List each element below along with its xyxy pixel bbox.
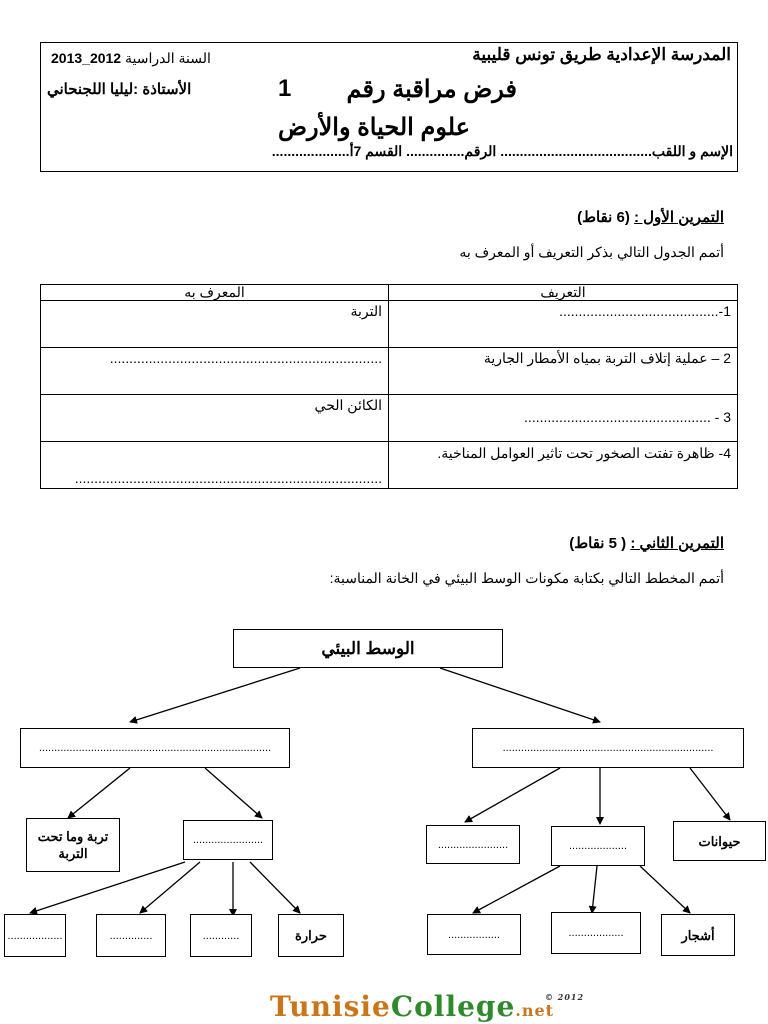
exam-number: 1	[278, 75, 292, 102]
exercise2-title: التمرين الثاني :	[630, 535, 724, 552]
exercise1-points: (6 نقاط)	[577, 209, 630, 226]
exam-title: فرض مراقبة رقم	[346, 76, 517, 103]
right-mid-box-2[interactable]: ...................	[551, 826, 645, 866]
term-cell[interactable]: ...............................................................................	[41, 442, 389, 489]
school-name: المدرسة الإعدادية طريق تونس قليبية	[472, 45, 731, 64]
col-definition: التعريف	[389, 285, 738, 301]
arrow	[68, 768, 130, 818]
arrow	[440, 668, 600, 722]
arrow	[592, 866, 597, 913]
definition-cell: 4- ظاهرة تفتت الصخور تحت تاثير العوامل المناخية.	[389, 442, 738, 489]
arrow	[140, 862, 200, 913]
arrow	[205, 768, 262, 818]
left-mid-box[interactable]: .......................	[183, 820, 273, 860]
exercise1-instruction: أتمم الجدول التالي بذكر التعريف أو المعرف به	[459, 244, 724, 260]
arrow	[250, 862, 300, 913]
logo-text-1: Tunisie	[270, 990, 391, 1023]
right-branch-box[interactable]: .....................................................................	[472, 728, 744, 768]
arrow	[130, 668, 300, 722]
heat-box: حرارة	[278, 914, 344, 957]
arrow	[465, 768, 560, 822]
arrow	[690, 768, 730, 820]
logo-year: © 2012	[545, 992, 585, 1002]
year-value: 2012_2013	[51, 50, 122, 66]
left-branch-box[interactable]: ............................................................................	[20, 728, 290, 768]
exercise1-title: التمرين الأول :	[634, 209, 724, 226]
site-logo	[270, 990, 585, 1023]
definition-cell: 2 – عملية إتلاف التربة بمياه الأمطار الجارية	[389, 348, 738, 395]
arrow	[473, 866, 560, 913]
term-cell: الكائن الحي	[41, 395, 389, 442]
logo-text-2: College	[390, 990, 516, 1023]
definition-cell[interactable]: 1-.........................................	[389, 301, 738, 348]
animals-box: حيوانات	[673, 821, 766, 861]
term-cell[interactable]: ......................................................................	[41, 348, 389, 395]
subject-title: علوم الحياة والأرض	[277, 114, 470, 141]
teacher-name: الأستاذة :ليليا اللجنحاني	[47, 81, 192, 98]
right-leaf-box-1[interactable]: .................	[427, 914, 521, 955]
exercise2-instruction: أتمم المخطط التالي بكتابة مكونات الوسط البيئي في الخانة المناسبة:	[329, 570, 724, 586]
exercise2-points: ( 5 نقاط)	[569, 535, 627, 552]
definition-cell[interactable]: 3 - ................................................	[389, 395, 738, 442]
trees-box: أشجار	[661, 914, 735, 956]
right-leaf-box-2[interactable]: ..................	[551, 912, 641, 954]
left-leaf-box-2[interactable]: ..............	[96, 914, 166, 957]
root-box: الوسط البيئي	[233, 629, 503, 668]
term-cell: التربة	[41, 301, 389, 348]
col-term: المعرف به	[41, 285, 389, 301]
year-label: السنة الدراسية	[125, 50, 211, 66]
left-leaf-box-1[interactable]: ..................	[4, 914, 66, 957]
student-info-line: الإسم و اللقب....................................... الرقم............... القسم 7أ....................	[271, 143, 733, 159]
left-leaf-box-3[interactable]: ............	[190, 914, 252, 957]
arrow	[640, 866, 690, 913]
soil-box: تربة وما تحت التربة	[26, 818, 120, 872]
right-mid-box-1[interactable]: .......................	[426, 825, 520, 864]
logo-text-3: .net	[515, 1001, 555, 1020]
